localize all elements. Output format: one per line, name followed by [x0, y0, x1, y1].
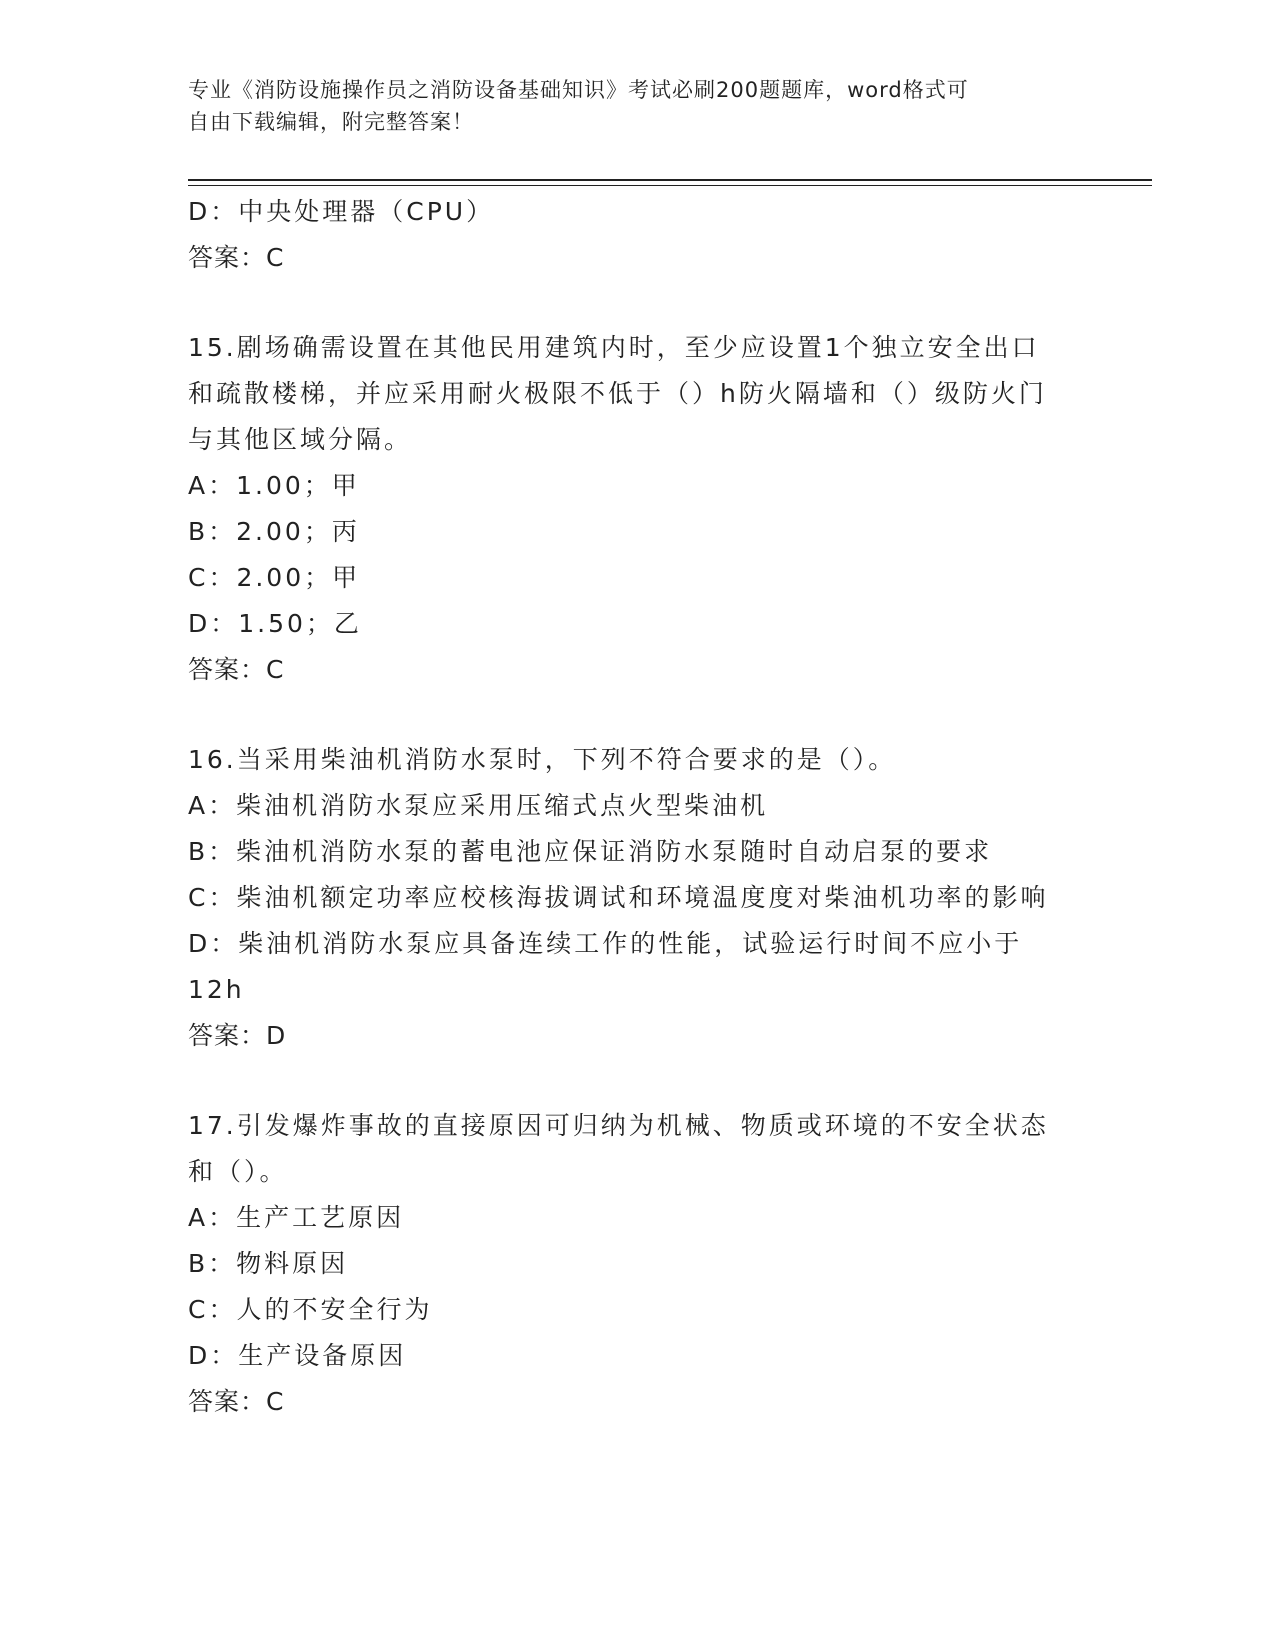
question-15 [188, 325, 1088, 693]
question-17 [188, 1103, 1088, 1425]
header-divider-thin [188, 185, 1152, 186]
question-text-line: 和疏散楼梯，并应采用耐火极限不低于（）h防火隔墙和（）级防火门 [188, 379, 1047, 408]
answer: 答案：C [188, 1387, 285, 1416]
option-a: A：生产工艺原因 [188, 1203, 405, 1232]
option-c: C：人的不安全行为 [188, 1295, 433, 1324]
question-text-line: 与其他区域分隔。 [188, 425, 413, 454]
question-text-line: 15.剧场确需设置在其他民用建筑内时，至少应设置1个独立安全出口 [188, 333, 1040, 362]
question-text-line: 16.当采用柴油机消防水泵时，下列不符合要求的是（）。 [188, 745, 897, 774]
question-16 [188, 737, 1088, 1059]
option-b: B：柴油机消防水泵的蓄电池应保证消防水泵随时自动启泵的要求 [188, 837, 993, 866]
answer: 答案：C [188, 655, 285, 684]
answer: 答案：C [188, 243, 285, 272]
option-d: D：柴油机消防水泵应具备连续工作的性能，试验运行时间不应小于 [188, 929, 1023, 958]
option-d: D：中央处理器（CPU） [188, 197, 495, 226]
previous-question-tail [188, 189, 1088, 281]
option-b: B：物料原因 [188, 1249, 349, 1278]
option-b: B：2.00；丙 [188, 517, 360, 546]
header-title-line-2: 自由下载编辑，附完整答案！ [188, 110, 474, 134]
question-text-line: 17.引发爆炸事故的直接原因可归纳为机械、物质或环境的不安全状态 [188, 1111, 1049, 1140]
header-divider-thick [188, 179, 1152, 181]
option-a: A：柴油机消防水泵应采用压缩式点火型柴油机 [188, 791, 769, 820]
document-header [188, 74, 1088, 138]
option-c: C：2.00；甲 [188, 563, 361, 592]
header-title-line-1: 专业《消防设施操作员之消防设备基础知识》考试必刷200题题库，word格式可 [188, 78, 969, 102]
option-d-continuation: 12h [188, 975, 245, 1004]
document-body [188, 189, 1088, 1425]
option-a: A：1.00；甲 [188, 471, 360, 500]
option-d: D：生产设备原因 [188, 1341, 407, 1370]
answer: 答案：D [188, 1021, 287, 1050]
option-c: C：柴油机额定功率应校核海拔调试和环境温度度对柴油机功率的影响 [188, 883, 1049, 912]
option-d: D：1.50；乙 [188, 609, 362, 638]
question-text-line: 和（）。 [188, 1157, 288, 1186]
